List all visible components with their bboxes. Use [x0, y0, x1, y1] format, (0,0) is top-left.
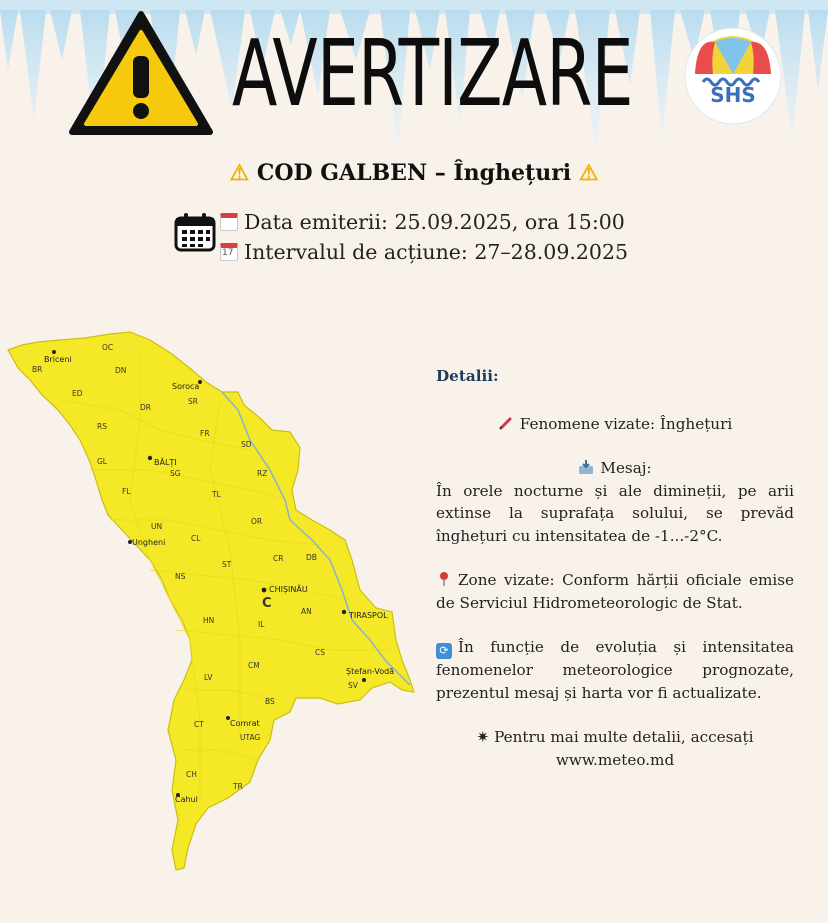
svg-text:GL: GL — [97, 457, 107, 466]
update-note: ⟳ În funcție de evoluția și intensitatea fenomenelor meteorologice prognozate, prezentul mesaj și harta vor fi actualizate. — [436, 638, 794, 702]
svg-text:LV: LV — [204, 673, 213, 682]
svg-text:DR: DR — [140, 403, 151, 412]
pin-icon — [436, 571, 452, 587]
svg-text:OR: OR — [251, 517, 263, 526]
svg-text:CM: CM — [248, 661, 260, 670]
svg-text:TL: TL — [212, 490, 221, 499]
svg-text:Soroca: Soroca — [172, 382, 200, 391]
svg-text:Cahul: Cahul — [175, 795, 198, 804]
logo-text: SHS — [710, 83, 756, 107]
svg-text:IL: IL — [258, 620, 265, 629]
message-label-line: Mesaj: — [436, 457, 794, 480]
svg-text:Comrat: Comrat — [230, 719, 260, 728]
svg-text:NS: NS — [175, 572, 186, 581]
svg-text:TR: TR — [233, 782, 243, 791]
svg-text:BR: BR — [32, 365, 43, 374]
svg-text:Briceni: Briceni — [44, 355, 72, 364]
svg-text:Ștefan-Vodă: Ștefan-Vodă — [346, 667, 395, 676]
warning-icon: ⚠ — [229, 160, 250, 186]
inbox-tray-icon — [578, 459, 594, 475]
svg-text:BĂLȚI: BĂLȚI — [154, 458, 177, 467]
map-region-fill — [8, 332, 414, 870]
svg-text:CHIȘINĂU: CHIȘINĂU — [269, 585, 308, 594]
svg-text:Ungheni: Ungheni — [132, 538, 166, 547]
message-text: În orele nocturne și ale dimineții, pe arii extinse la suprafața solului, se prevăd înghețuri cu intensitatea de -1...-2°C. — [436, 481, 794, 545]
svg-text:BS: BS — [265, 697, 275, 706]
svg-text:DB: DB — [306, 553, 317, 562]
tear-off-calendar-icon — [220, 213, 238, 231]
svg-text:RZ: RZ — [257, 469, 268, 478]
svg-text:DN: DN — [115, 366, 127, 375]
alert-code-text: COD GALBEN – Înghețuri — [256, 160, 572, 186]
svg-text:AN: AN — [301, 607, 312, 616]
svg-text:SD: SD — [241, 440, 252, 449]
shs-logo-icon — [683, 26, 783, 126]
warning-triangle-icon — [68, 10, 214, 136]
alert-code — [0, 160, 828, 186]
moldova-warning-map — [0, 325, 420, 875]
svg-text:CT: CT — [194, 720, 204, 729]
more-info: ✷ Pentru mai multe detalii, accesați — [476, 728, 754, 746]
svg-text:ED: ED — [72, 389, 83, 398]
svg-text:ST: ST — [222, 560, 232, 569]
page-title: AVERTIZARE — [232, 20, 633, 127]
svg-text:CL: CL — [191, 534, 201, 543]
svg-text:RS: RS — [97, 422, 107, 431]
svg-text:UN: UN — [151, 522, 163, 531]
svg-text:CH: CH — [186, 770, 197, 779]
warning-icon: ⚠ — [578, 160, 599, 186]
svg-text:OC: OC — [102, 343, 114, 352]
svg-text:UTAG: UTAG — [240, 733, 261, 742]
refresh-icon: ⟳ — [436, 643, 452, 659]
calendar-date-icon — [220, 243, 238, 261]
issue-date: Data emiterii: 25.09.2025, ora 15:00 — [220, 210, 625, 234]
phenomena-line: Fenomene vizate: Înghețuri — [436, 413, 794, 436]
svg-text:SR: SR — [188, 397, 198, 406]
calendar-icon — [174, 212, 216, 252]
website-link[interactable]: www.meteo.md — [555, 750, 675, 769]
svg-text:CS: CS — [315, 648, 325, 657]
svg-text:FL: FL — [122, 487, 131, 496]
svg-text:SG: SG — [170, 469, 181, 478]
details-heading: Detalii: — [436, 367, 499, 385]
svg-text:CR: CR — [273, 554, 284, 563]
svg-text:C: C — [262, 596, 272, 611]
svg-text:FR: FR — [200, 429, 210, 438]
zones-line: Zone vizate: Conform hărții oficiale emise de Serviciul Hidrometeorologic de Stat. — [436, 571, 794, 612]
details-panel — [436, 365, 794, 771]
action-interval: 17Intervalul de acțiune: 27–28.09.2025 — [220, 240, 628, 264]
svg-text:SV: SV — [348, 681, 358, 690]
svg-text:HN: HN — [203, 616, 215, 625]
svg-text:TIRASPOL: TIRASPOL — [349, 611, 388, 620]
pencil-icon — [498, 415, 514, 431]
